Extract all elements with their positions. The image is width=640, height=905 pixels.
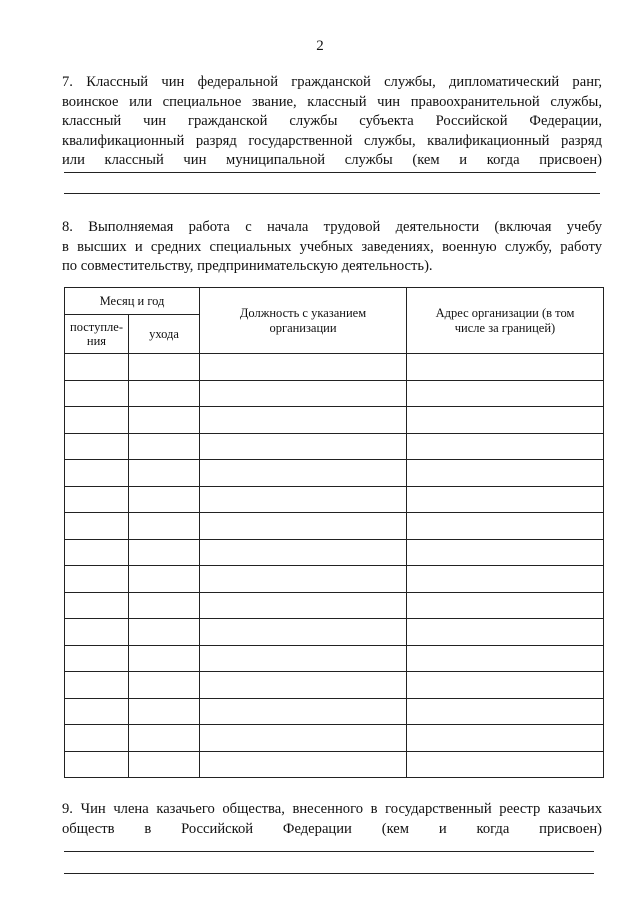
page-number: 2 <box>316 38 324 54</box>
position-cell[interactable] <box>200 513 407 540</box>
address-cell[interactable] <box>407 672 604 699</box>
address-cell[interactable] <box>407 433 604 460</box>
table-row <box>65 486 604 513</box>
section-8-line: 8. Выполняемая работа с начала трудовой деятельности (включая учебу <box>62 219 602 235</box>
entry-date-cell[interactable] <box>65 592 129 619</box>
entry-date-cell[interactable] <box>65 460 129 487</box>
exit-date-cell[interactable] <box>129 380 200 407</box>
entry-date-cell[interactable] <box>65 645 129 672</box>
exit-date-cell[interactable] <box>129 460 200 487</box>
exit-date-cell[interactable] <box>129 407 200 434</box>
table-row <box>65 433 604 460</box>
section-9-fill-line[interactable] <box>64 873 594 874</box>
section-7-line: квалификационный разряд государственной службы, квалификационный разряд <box>62 132 602 149</box>
position-cell[interactable] <box>200 433 407 460</box>
address-cell[interactable] <box>407 486 604 513</box>
section-7-line: 7. Классный чин федеральной гражданской службы, дипломатический ранг, <box>62 74 602 90</box>
entry-date-cell[interactable] <box>65 407 129 434</box>
exit-date-cell[interactable] <box>129 433 200 460</box>
position-cell[interactable] <box>200 672 407 699</box>
position-cell[interactable] <box>200 751 407 778</box>
section-9-fill-line[interactable] <box>64 851 594 852</box>
exit-date-cell[interactable] <box>129 354 200 381</box>
entry-date-cell[interactable] <box>65 672 129 699</box>
section-7-fill-line[interactable] <box>64 172 596 173</box>
address-cell[interactable] <box>407 539 604 566</box>
entry-date-cell[interactable] <box>65 698 129 725</box>
position-header: Должность с указанием организации <box>200 288 407 354</box>
address-cell[interactable] <box>407 751 604 778</box>
entry-date-cell[interactable] <box>65 513 129 540</box>
entry-date-cell[interactable] <box>65 433 129 460</box>
section-8-text <box>62 218 602 277</box>
table-body <box>65 354 604 778</box>
entry-date-cell[interactable] <box>65 751 129 778</box>
section-8-line: по совместительству, предпринимательскую деятельность). <box>62 258 433 274</box>
address-cell[interactable] <box>407 354 604 381</box>
position-cell[interactable] <box>200 539 407 566</box>
position-cell[interactable] <box>200 645 407 672</box>
position-cell[interactable] <box>200 460 407 487</box>
exit-date-header: ухода <box>129 315 200 354</box>
entry-date-cell[interactable] <box>65 486 129 513</box>
table-row <box>65 645 604 672</box>
table-row <box>65 539 604 566</box>
entry-date-cell[interactable] <box>65 619 129 646</box>
table-row <box>65 460 604 487</box>
table-row <box>65 725 604 752</box>
address-cell[interactable] <box>407 380 604 407</box>
exit-date-cell[interactable] <box>129 645 200 672</box>
entry-date-cell[interactable] <box>65 539 129 566</box>
address-cell[interactable] <box>407 698 604 725</box>
section-7-line: классный чин гражданской службы субъекта Российской Федерации, <box>62 113 602 129</box>
exit-date-cell[interactable] <box>129 592 200 619</box>
table-row <box>65 751 604 778</box>
exit-date-cell[interactable] <box>129 619 200 646</box>
exit-date-cell[interactable] <box>129 698 200 725</box>
address-cell[interactable] <box>407 725 604 752</box>
position-cell[interactable] <box>200 698 407 725</box>
table-row <box>65 592 604 619</box>
position-cell[interactable] <box>200 380 407 407</box>
section-9-line: обществ в Российской Федерации (кем и когда присвоен) <box>62 820 602 837</box>
entry-date-header: поступле-ния <box>65 315 129 354</box>
address-cell[interactable] <box>407 460 604 487</box>
section-7-fill-line[interactable] <box>64 193 600 194</box>
table-row <box>65 407 604 434</box>
exit-date-cell[interactable] <box>129 751 200 778</box>
exit-date-cell[interactable] <box>129 566 200 593</box>
address-cell[interactable] <box>407 619 604 646</box>
entry-date-cell[interactable] <box>65 725 129 752</box>
exit-date-cell[interactable] <box>129 513 200 540</box>
section-7-text <box>62 73 602 171</box>
exit-date-cell[interactable] <box>129 725 200 752</box>
month-year-header: Месяц и год <box>65 288 200 315</box>
section-9-line: 9. Чин члена казачьего общества, внесенного в государственный реестр казачьих <box>62 801 602 817</box>
position-cell[interactable] <box>200 407 407 434</box>
table-row <box>65 566 604 593</box>
table-row <box>65 354 604 381</box>
table-row <box>65 619 604 646</box>
table-row <box>65 380 604 407</box>
address-header: Адрес организации (в том числе за границей) <box>407 288 604 354</box>
section-9-text <box>62 800 602 839</box>
position-cell[interactable] <box>200 354 407 381</box>
table-row <box>65 513 604 540</box>
address-cell[interactable] <box>407 407 604 434</box>
address-cell[interactable] <box>407 645 604 672</box>
position-cell[interactable] <box>200 619 407 646</box>
section-7-line: или классный чин муниципальной службы (кем и когда присвоен) <box>62 152 602 168</box>
position-cell[interactable] <box>200 725 407 752</box>
table-row <box>65 672 604 699</box>
work-history-table <box>64 287 604 778</box>
position-cell[interactable] <box>200 486 407 513</box>
section-8-line: в высших и средних специальных учебных заведениях, военную службу, работу <box>62 238 602 255</box>
entry-date-cell[interactable] <box>65 566 129 593</box>
table-row <box>65 698 604 725</box>
address-cell[interactable] <box>407 566 604 593</box>
entry-date-cell[interactable] <box>65 380 129 407</box>
address-cell[interactable] <box>407 513 604 540</box>
entry-date-cell[interactable] <box>65 354 129 381</box>
position-cell[interactable] <box>200 592 407 619</box>
section-7-line: воинское или специальное звание, классный чин правоохранительной службы, <box>62 93 602 110</box>
exit-date-cell[interactable] <box>129 539 200 566</box>
exit-date-cell[interactable] <box>129 486 200 513</box>
position-cell[interactable] <box>200 566 407 593</box>
exit-date-cell[interactable] <box>129 672 200 699</box>
address-cell[interactable] <box>407 592 604 619</box>
